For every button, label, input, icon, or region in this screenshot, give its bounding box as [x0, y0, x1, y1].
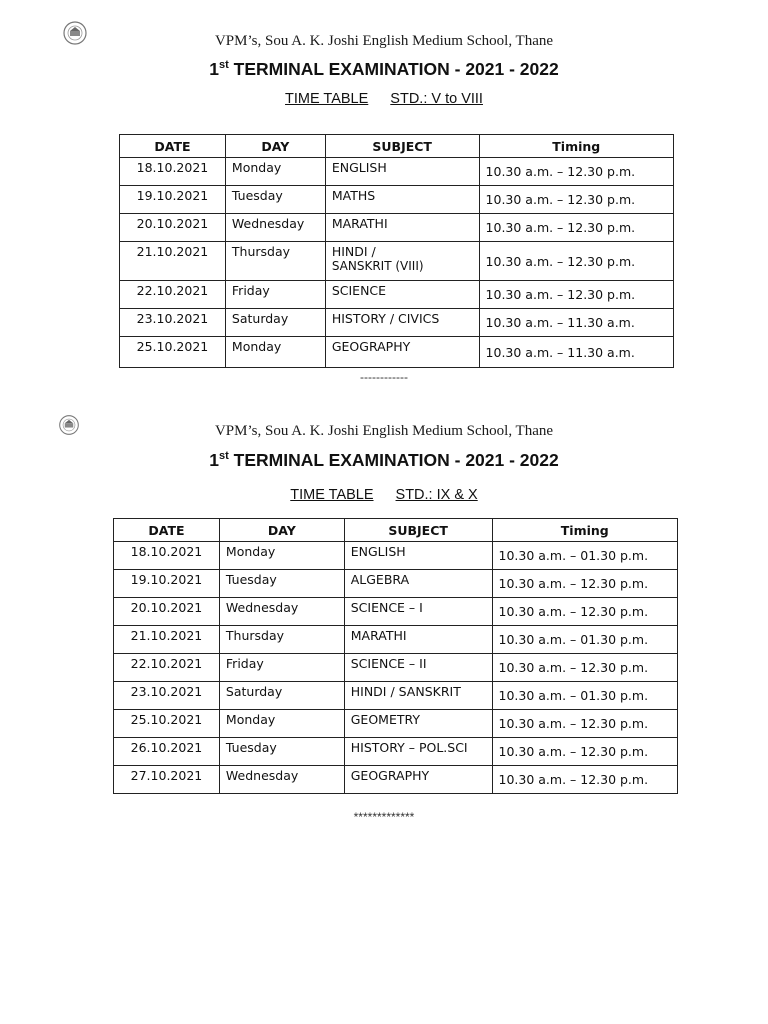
exam-ordinal-suffix: st: [218, 450, 229, 463]
cell-date: 19.10.2021: [114, 570, 220, 598]
cell-day: Monday: [219, 542, 344, 570]
cell-timing: 10.30 a.m. – 12.30 p.m.: [479, 242, 673, 281]
cell-timing: 10.30 a.m. – 12.30 p.m.: [479, 158, 673, 186]
cell-timing: 10.30 a.m. – 11.30 a.m.: [479, 337, 673, 368]
header-day: DAY: [219, 519, 344, 542]
cell-date: 20.10.2021: [114, 598, 220, 626]
table-row: [120, 158, 674, 186]
cell-timing: 10.30 a.m. – 12.30 p.m.: [479, 186, 673, 214]
cell-day: Tuesday: [219, 738, 344, 766]
exam-title-text: TERMINAL EXAMINATION - 2021 - 2022: [233, 450, 559, 470]
cell-timing: 10.30 a.m. – 12.30 p.m.: [479, 214, 673, 242]
std-label: STD.: IX & X: [395, 487, 478, 503]
cell-day: Wednesday: [219, 766, 344, 794]
exam-title: [0, 59, 768, 80]
table-header-row: [114, 519, 678, 542]
timetable-std-ix-x: [113, 518, 678, 794]
cell-subject-line-1: HINDI /: [331, 244, 376, 259]
cell-subject: [325, 242, 479, 281]
cell-subject: ENGLISH: [344, 542, 492, 570]
cell-subject-line-2: SANSKRIT (VIII): [331, 259, 424, 273]
cell-day: Tuesday: [219, 570, 344, 598]
cell-date: 27.10.2021: [114, 766, 220, 794]
cell-day: Monday: [225, 158, 325, 186]
table-row: [114, 654, 678, 682]
cell-day: Monday: [219, 710, 344, 738]
cell-subject: ALGEBRA: [344, 570, 492, 598]
timetable-heading: [0, 487, 768, 503]
cell-subject: GEOGRAPHY: [325, 337, 479, 368]
header-timing: Timing: [479, 135, 673, 158]
cell-subject: SCIENCE – II: [344, 654, 492, 682]
cell-subject: SCIENCE: [325, 281, 479, 309]
cell-subject: ENGLISH: [325, 158, 479, 186]
cell-subject: MARATHI: [325, 214, 479, 242]
cell-timing: 10.30 a.m. – 12.30 p.m.: [492, 570, 678, 598]
cell-date: 26.10.2021: [114, 738, 220, 766]
table-row: [120, 214, 674, 242]
table-row: [120, 309, 674, 337]
header-subject: SUBJECT: [325, 135, 479, 158]
cell-subject: MATHS: [325, 186, 479, 214]
cell-day: Thursday: [219, 626, 344, 654]
cell-date: 23.10.2021: [114, 682, 220, 710]
timetable-heading: [0, 91, 768, 107]
timetable-label: TIME TABLE: [290, 487, 374, 503]
table-row: [120, 281, 674, 309]
header-subject: SUBJECT: [344, 519, 492, 542]
end-separator: *************: [353, 810, 415, 824]
cell-day: Thursday: [225, 242, 325, 281]
cell-day: Wednesday: [219, 598, 344, 626]
table-row: [120, 337, 674, 368]
exam-title: [0, 450, 768, 471]
cell-day: Saturday: [219, 682, 344, 710]
cell-timing: 10.30 a.m. – 12.30 p.m.: [479, 281, 673, 309]
cell-day: Saturday: [225, 309, 325, 337]
cell-date: 22.10.2021: [120, 281, 226, 309]
timetable-label: TIME TABLE: [285, 91, 369, 107]
table-header-row: [120, 135, 674, 158]
timetable-std-v-viii: [119, 134, 674, 368]
cell-subject: SCIENCE – I: [344, 598, 492, 626]
cell-date: 22.10.2021: [114, 654, 220, 682]
table-row: [120, 242, 674, 281]
table-row: [114, 626, 678, 654]
section-separator: ------------: [360, 370, 408, 384]
cell-date: 18.10.2021: [114, 542, 220, 570]
cell-timing: 10.30 a.m. – 01.30 p.m.: [492, 682, 678, 710]
table-row: [114, 570, 678, 598]
cell-day: Friday: [219, 654, 344, 682]
exam-ordinal: 1: [209, 450, 219, 470]
cell-subject: MARATHI: [344, 626, 492, 654]
cell-timing: 10.30 a.m. – 11.30 a.m.: [479, 309, 673, 337]
table-row: [120, 186, 674, 214]
school-name: VPM’s, Sou A. K. Joshi English Medium School, Thane: [214, 423, 554, 439]
std-label: STD.: V to VIII: [390, 91, 483, 107]
cell-timing: 10.30 a.m. – 12.30 p.m.: [492, 710, 678, 738]
table-row: [114, 598, 678, 626]
cell-subject: HISTORY – POL.SCI: [344, 738, 492, 766]
table-row: [114, 682, 678, 710]
header-date: DATE: [114, 519, 220, 542]
table-row: [114, 542, 678, 570]
cell-subject: HISTORY / CIVICS: [325, 309, 479, 337]
cell-date: 20.10.2021: [120, 214, 226, 242]
exam-title-text: TERMINAL EXAMINATION - 2021 - 2022: [233, 59, 559, 79]
cell-timing: 10.30 a.m. – 12.30 p.m.: [492, 738, 678, 766]
cell-day: Monday: [225, 337, 325, 368]
cell-date: 25.10.2021: [120, 337, 226, 368]
table-row: [114, 738, 678, 766]
exam-ordinal-suffix: st: [218, 59, 229, 72]
cell-date: 21.10.2021: [114, 626, 220, 654]
cell-timing: 10.30 a.m. – 12.30 p.m.: [492, 654, 678, 682]
cell-timing: 10.30 a.m. – 01.30 p.m.: [492, 542, 678, 570]
cell-subject: HINDI / SANSKRIT: [344, 682, 492, 710]
cell-subject: GEOMETRY: [344, 710, 492, 738]
header-timing: Timing: [492, 519, 678, 542]
header-day: DAY: [225, 135, 325, 158]
table-row: [114, 766, 678, 794]
cell-day: Wednesday: [225, 214, 325, 242]
cell-date: 21.10.2021: [120, 242, 226, 281]
cell-day: Tuesday: [225, 186, 325, 214]
exam-ordinal: 1: [209, 59, 219, 79]
cell-timing: 10.30 a.m. – 01.30 p.m.: [492, 626, 678, 654]
cell-timing: 10.30 a.m. – 12.30 p.m.: [492, 598, 678, 626]
cell-date: 19.10.2021: [120, 186, 226, 214]
table-row: [114, 710, 678, 738]
cell-date: 25.10.2021: [114, 710, 220, 738]
school-name: VPM’s, Sou A. K. Joshi English Medium School, Thane: [214, 33, 554, 49]
cell-date: 18.10.2021: [120, 158, 226, 186]
cell-day: Friday: [225, 281, 325, 309]
cell-subject: GEOGRAPHY: [344, 766, 492, 794]
header-date: DATE: [120, 135, 226, 158]
cell-timing: 10.30 a.m. – 12.30 p.m.: [492, 766, 678, 794]
cell-date: 23.10.2021: [120, 309, 226, 337]
